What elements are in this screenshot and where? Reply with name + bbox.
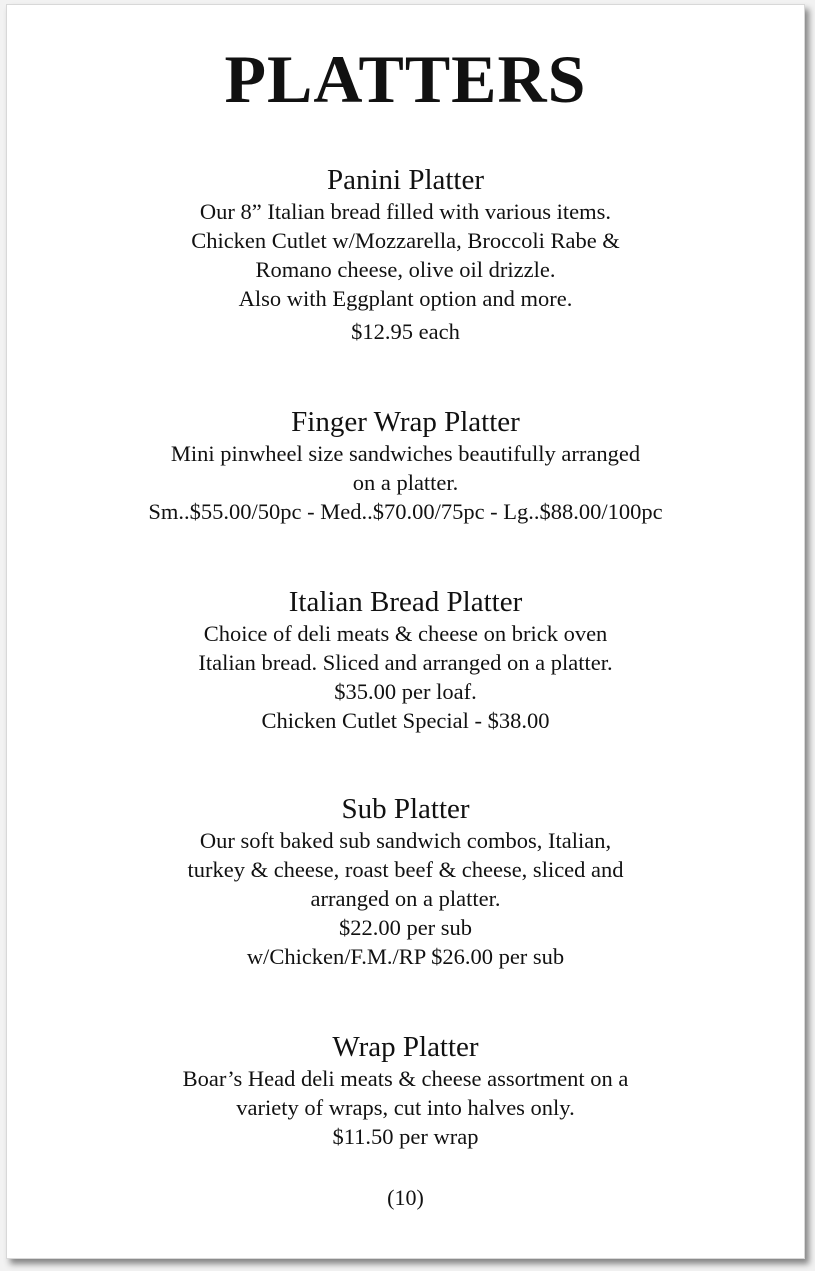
section-title: Italian Bread Platter bbox=[288, 586, 523, 618]
menu-page bbox=[6, 4, 805, 1259]
section-title: Sub Platter bbox=[341, 793, 470, 825]
description-line: Chicken Cutlet w/Mozzarella, Broccoli Rabe & bbox=[191, 228, 620, 253]
section-title: Panini Platter bbox=[326, 164, 485, 196]
description-line: arranged on a platter. bbox=[310, 886, 501, 911]
price-line: w/Chicken/F.M./RP $26.00 per sub bbox=[246, 944, 565, 969]
price-line: $12.95 each bbox=[351, 319, 460, 344]
price-line: Sm..$55.00/50pc - Med..$70.00/75pc - Lg..$88.00/100pc bbox=[148, 499, 663, 524]
page-title: PLATTERS bbox=[224, 41, 587, 117]
section-panini-platter bbox=[7, 163, 804, 346]
description-line: Choice of deli meats & cheese on brick oven bbox=[203, 621, 608, 646]
description-line: variety of wraps, cut into halves only. bbox=[236, 1095, 575, 1120]
description-line: Our 8” Italian bread filled with various items. bbox=[199, 199, 612, 224]
description-line: on a platter. bbox=[352, 470, 459, 495]
description-line: Our soft baked sub sandwich combos, Italian, bbox=[199, 828, 612, 853]
description-line: Also with Eggplant option and more. bbox=[238, 286, 573, 311]
price-line: Chicken Cutlet Special - $38.00 bbox=[261, 708, 550, 733]
description-line: turkey & cheese, roast beef & cheese, sliced and bbox=[187, 857, 624, 882]
price-line: $35.00 per loaf. bbox=[334, 679, 477, 704]
section-finger-wrap-platter bbox=[7, 405, 804, 526]
description-line: Mini pinwheel size sandwiches beautifully arranged bbox=[170, 441, 641, 466]
section-italian-bread-platter bbox=[7, 585, 804, 735]
price-line: $11.50 per wrap bbox=[332, 1124, 479, 1149]
section-wrap-platter bbox=[7, 1030, 804, 1151]
section-title: Wrap Platter bbox=[332, 1031, 479, 1063]
section-sub-platter bbox=[7, 792, 804, 971]
description-line: Italian bread. Sliced and arranged on a platter. bbox=[198, 650, 613, 675]
page-number: (10) bbox=[387, 1185, 424, 1210]
description-line: Romano cheese, olive oil drizzle. bbox=[255, 257, 556, 282]
description-line: Boar’s Head deli meats & cheese assortment on a bbox=[182, 1066, 629, 1091]
price-line: $22.00 per sub bbox=[338, 915, 473, 940]
section-title: Finger Wrap Platter bbox=[291, 406, 520, 438]
